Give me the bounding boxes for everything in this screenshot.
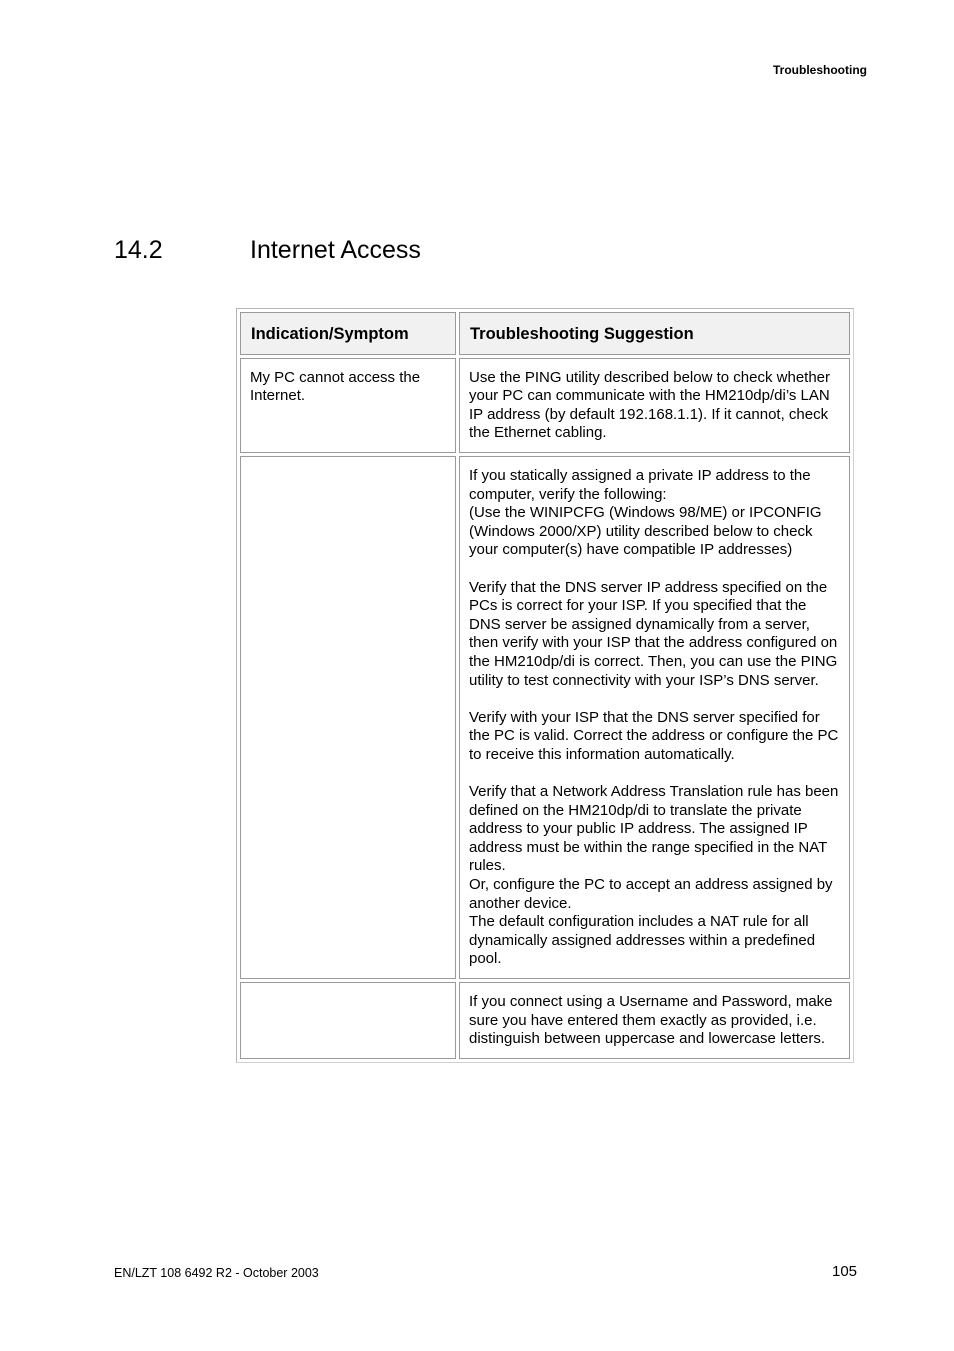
suggestion-cell — [459, 456, 850, 979]
symptom-cell — [240, 456, 456, 979]
section-title: Internet Access — [250, 236, 421, 264]
suggestion-cell — [459, 982, 850, 1059]
running-header: Troubleshooting — [773, 63, 867, 77]
section-heading — [114, 236, 421, 265]
table-header-row — [240, 312, 850, 355]
suggestion-cell — [459, 358, 850, 453]
troubleshooting-table — [236, 308, 854, 1063]
column-header-symptom: Indication/Symptom — [240, 312, 456, 355]
symptom-cell: My PC cannot access the Internet. — [240, 358, 456, 453]
suggestion-paragraph: If you statically assigned a private IP address to the computer, verify the following: (Use the WINIPCFG (Windows 98/ME) or IPCONFIG (Windows 2000/XP) utility described below to check your computer(s) have compatible IP addresses) — [469, 466, 822, 559]
suggestion-paragraph: Verify that the DNS server IP address specified on the PCs is correct for your ISP. If you specified that the DNS server be assigned dynamically from a server, then verify with your ISP that the address configured on the HM210dp/di is correct. Then, you can use the PING utility to test connectivity with your ISP’s DNS server. — [469, 578, 838, 689]
footer-page-number: 105 — [832, 1263, 858, 1280]
suggestion-paragraph: Verify that a Network Address Translation rule has been defined on the HM210dp/di to translate the private address to your public IP address. The assigned IP address must be within the range specified in the NAT rules. Or, configure the PC to accept an address assigned by another device. The default configuration includes a NAT rule for all dynamically assigned addresses within a predefined pool. — [469, 783, 839, 968]
column-header-suggestion: Troubleshooting Suggestion — [459, 312, 850, 355]
footer-doc-id: EN/LZT 108 6492 R2 - October 2003 — [114, 1266, 319, 1280]
suggestion-paragraph: If you connect using a Username and Password, make sure you have entered them exactly as provided, i.e. distinguish between uppercase and lowercase letters. — [469, 993, 833, 1048]
table-row — [240, 358, 850, 453]
suggestion-paragraph: Use the PING utility described below to check whether your PC can communicate with the HM210dp/di’s LAN IP address (by default 192.168.1.1). If it cannot, check the Ethernet cabling. — [469, 368, 831, 442]
table-row — [240, 982, 850, 1059]
table-row — [240, 456, 850, 979]
symptom-cell — [240, 982, 456, 1059]
section-number: 14.2 — [114, 236, 163, 264]
suggestion-paragraph: Verify with your ISP that the DNS server specified for the PC is valid. Correct the address or configure the PC to receive this information automatically. — [469, 708, 839, 763]
